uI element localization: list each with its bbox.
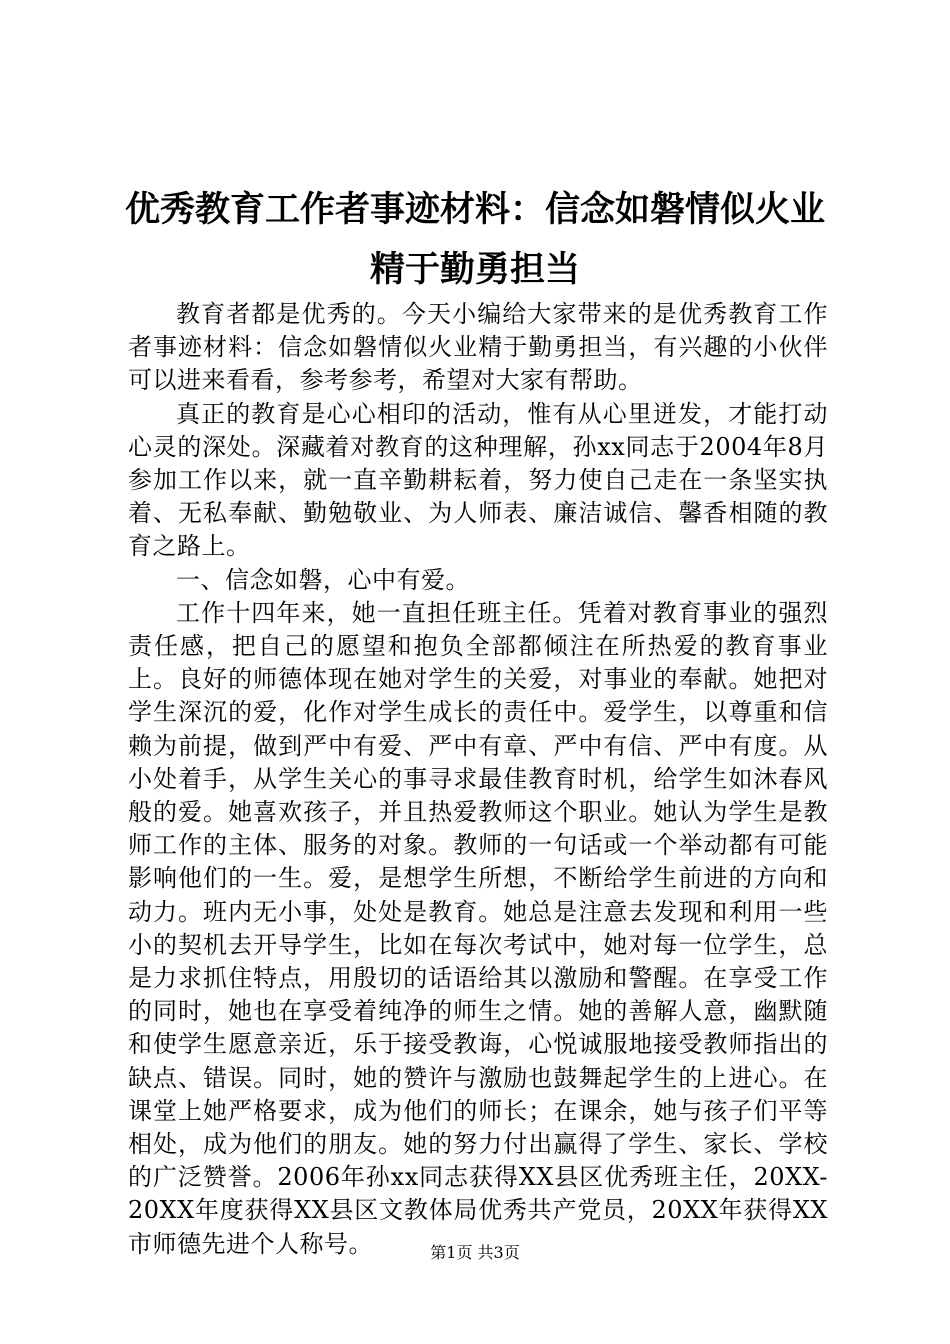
document-title-line-1: 优秀教育工作者事迹材料：信念如磐情似火业 (124, 189, 825, 230)
paragraph-intro: 教育者都是优秀的。今天小编给大家带来的是优秀教育工作者事迹材料：信念如磐情似火业精于勤勇担当，有兴趣的小伙伴可以进来看看，参考参考，希望对大家有帮助。 (128, 300, 828, 395)
section-heading: 一、信念如磐，心中有爱。 (176, 565, 470, 594)
document-body (128, 298, 828, 1261)
page-footer: 第1页 共3页 (430, 1243, 520, 1262)
paragraph-section-1: 工作十四年来，她一直担任班主任。凭着对教育事业的强烈责任感，把自己的愿望和抱负全部都倾注在所热爱的教育事业上。良好的师德体现在她对学生的关爱，对事业的奉献。她把对学生深沉的爱，化作对学生成长的责任中。爱学生，以尊重和信赖为前提，做到严中有爱、严中有章、严中有信、严中有度。从小处着手，从学生关心的事寻求最佳教育时机，给学生如沐春风般的爱。她喜欢孩子，并且热爱教师这个职业。她认为学生是教师工作的主体、服务的对象。教师的一句话或一个举动都有可能影响他们的一生。爱，是想学生所想，不断给学生前进的方向和动力。班内无小事，处处是教育。她总是注意去发现和利用一些小的契机去开导学生，比如在每次考试中，她对每一位学生，总是力求抓住特点，用殷切的话语给其以激励和警醒。在享受工作的同时，她也在享受着纯净的师生之情。她的善解人意，幽默随和使学生愿意亲近，乐于接受教诲，心悦诚服地接受教师指出的缺点、错误。同时，她的赞许与激励也鼓舞起学生的上进心。在课堂上她严格要求，成为他们的师长；在课余，她与孩子们平等相处，成为他们的朋友。她的努力付出赢得了学生、家长、学校的广泛赞誉。2006年孙xx同志获得XX县区优秀班主任，20XX-20XX年度获得XX县区文教体局优秀共产党员，20XX年获得XX市师德先进个人称号。 (128, 598, 828, 1258)
paragraph-background: 真正的教育是心心相印的活动，惟有从心里迸发，才能打动心灵的深处。深藏着对教育的这种理解，孙xx同志于2004年8月参加工作以来，就一直辛勤耕耘着，努力使自己走在一条坚实执着、无私奉献、勤勉敬业、为人师表、廉洁诚信、馨香相随的教育之路上。 (128, 399, 828, 561)
document-title-line-2: 精于勤勇担当 (369, 249, 580, 290)
